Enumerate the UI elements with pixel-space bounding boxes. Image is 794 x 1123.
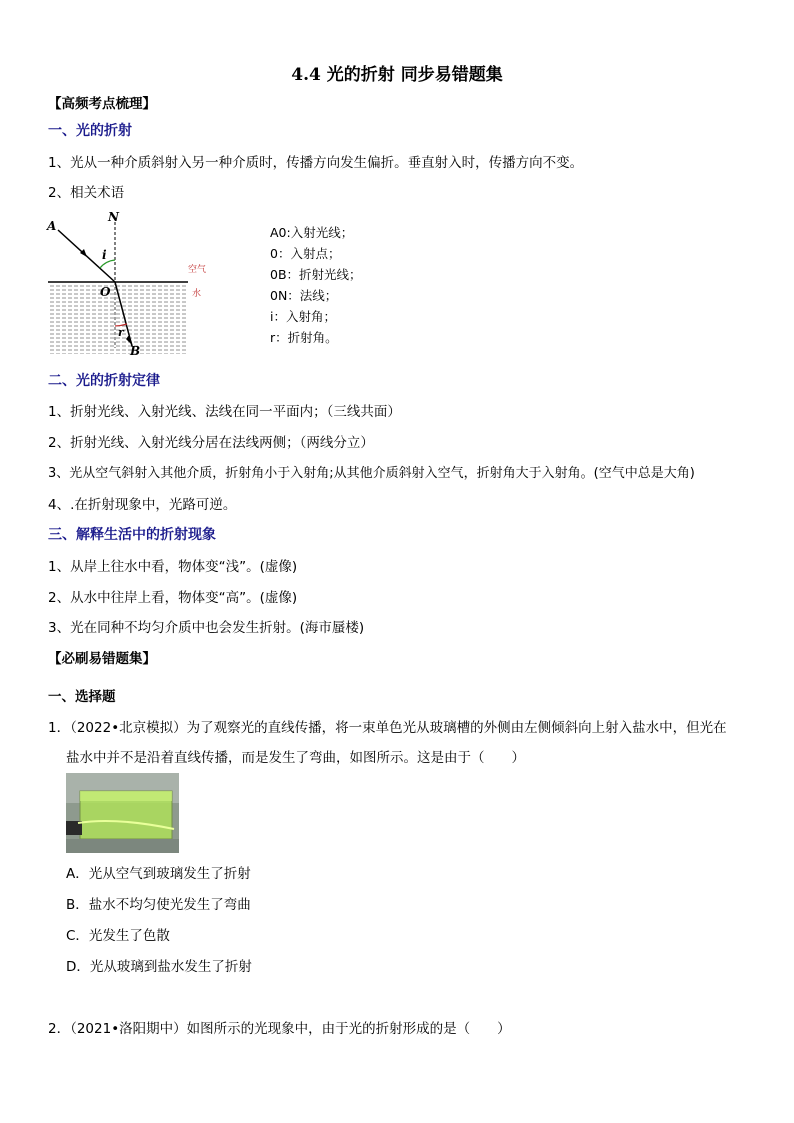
paragraph-law-2: 2、折射光线、入射光线分居在法线两侧；（两线分立） [48, 435, 374, 451]
heading-life-phenomena: 三、解释生活中的折射现象 [48, 527, 216, 543]
label-B: B [130, 344, 141, 358]
laser-tank-photo [66, 773, 179, 853]
question-1-line-2: 盐水中并不是沿着直线传播，而是发生了弯曲，如图所示。这是由于（ ） [66, 750, 525, 766]
term-refracted-ray: 0B：折射光线； [270, 267, 362, 282]
term-refraction-angle: r：折射角。 [270, 330, 338, 345]
label-i: i [102, 248, 107, 262]
paragraph-law-3: 3、光从空气斜射入其他介质，折射角小于入射角;从其他介质斜射入空气，折射角大于入射角。(空气中总是大角) [48, 466, 695, 481]
question-2-line-1: 2．（2021•洛阳期中）如图所示的光现象中，由于光的折射形成的是（ ） [48, 1021, 511, 1037]
heading-refraction-law: 二、光的折射定律 [48, 373, 160, 389]
paragraph-terms: 2、相关术语 [48, 185, 125, 201]
label-r: r [118, 326, 124, 339]
paragraph-phenomenon-3: 3、光在同种不均匀介质中也会发生折射。(海市蜃楼) [48, 620, 365, 636]
q1-option-b: B．盐水不均匀使光发生了弯曲 [66, 897, 251, 913]
section-heading-errors: 【必刷易错题集】 [48, 651, 156, 667]
label-N: N [108, 210, 119, 224]
refraction-diagram [44, 208, 220, 360]
paragraph-law-4: 4、.在折射现象中，光路可逆。 [48, 497, 237, 513]
question-1-line-1: 1．（2022•北京模拟）为了观察光的直线传播，将一束单色光从玻璃槽的外侧由左侧倾斜向上射入盐水中，但光在 [48, 720, 727, 736]
label-air: 空气 [188, 265, 207, 275]
term-normal: 0N：法线； [270, 288, 338, 303]
term-incident-ray: A0:入射光线； [270, 225, 354, 240]
section-heading-review: 【高频考点梳理】 [48, 96, 156, 112]
label-A: A [47, 219, 57, 233]
page-title: 4.4 光的折射 同步易错题集 [291, 65, 503, 85]
paragraph-refraction-definition: 1、光从一种介质斜射入另一种介质时，传播方向发生偏折。垂直射入时，传播方向不变。 [48, 155, 584, 171]
term-incidence-angle: i：入射角； [270, 309, 336, 324]
heading-refraction: 一、光的折射 [48, 123, 132, 139]
paragraph-phenomenon-1: 1、从岸上往水中看，物体变“浅”。(虚像) [48, 559, 298, 575]
q1-option-a: A．光从空气到玻璃发生了折射 [66, 866, 251, 882]
q1-option-d: D．光从玻璃到盐水发生了折射 [66, 959, 252, 975]
q1-option-c: C．光发生了色散 [66, 928, 170, 944]
paragraph-law-1: 1、折射光线、入射光线、法线在同一平面内；（三线共面） [48, 404, 401, 420]
label-O: O [100, 285, 111, 299]
term-incident-point: 0：入射点； [270, 246, 341, 261]
heading-choice-questions: 一、选择题 [48, 689, 116, 705]
label-water: 水 [192, 289, 202, 299]
paragraph-phenomenon-2: 2、从水中往岸上看，物体变“高”。(虚像) [48, 590, 298, 606]
terms-list [270, 222, 362, 348]
